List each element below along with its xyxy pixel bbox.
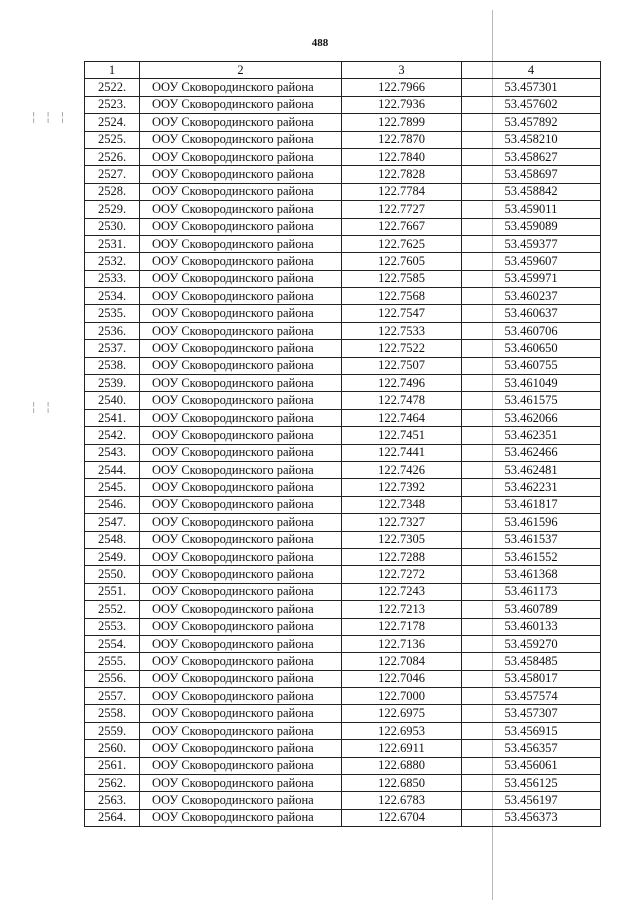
table-row [85,775,601,792]
row-number-cell: 2551. [85,583,140,600]
longitude-cell: 122.7451 [342,427,462,444]
organization-cell: ООУ Сковородинского района [140,444,342,461]
longitude-cell: 122.7533 [342,322,462,339]
row-number-cell: 2548. [85,531,140,548]
table-row [85,114,601,131]
row-number-cell: 2558. [85,705,140,722]
organization-cell: ООУ Сковородинского района [140,531,342,548]
latitude-cell: 53.461575 [462,392,601,409]
latitude-cell: 53.456125 [462,775,601,792]
row-number-cell: 2528. [85,183,140,200]
column-header-4: 4 [462,62,601,79]
latitude-cell: 53.461596 [462,514,601,531]
table-row [85,322,601,339]
row-number-cell: 2529. [85,201,140,218]
longitude-cell: 122.7327 [342,514,462,531]
row-number-cell: 2538. [85,357,140,374]
row-number-cell: 2557. [85,688,140,705]
table-row [85,496,601,513]
organization-cell: ООУ Сковородинского района [140,809,342,826]
organization-cell: ООУ Сковородинского района [140,96,342,113]
organization-cell: ООУ Сковородинского района [140,322,342,339]
organization-cell: ООУ Сковородинского района [140,270,342,287]
latitude-cell: 53.462481 [462,461,601,478]
row-number-cell: 2535. [85,305,140,322]
row-number-cell: 2522. [85,79,140,96]
latitude-cell: 53.458017 [462,670,601,687]
longitude-cell: 122.6704 [342,809,462,826]
organization-cell: ООУ Сковородинского района [140,635,342,652]
table-row [85,479,601,496]
longitude-cell: 122.7288 [342,548,462,565]
longitude-cell: 122.7084 [342,653,462,670]
longitude-cell: 122.7966 [342,79,462,96]
row-number-cell: 2526. [85,148,140,165]
latitude-cell: 53.457301 [462,79,601,96]
row-number-cell: 2531. [85,235,140,252]
organization-cell: ООУ Сковородинского района [140,253,342,270]
longitude-cell: 122.7272 [342,566,462,583]
table-row [85,218,601,235]
row-number-cell: 2539. [85,375,140,392]
row-number-cell: 2561. [85,757,140,774]
table-row [85,809,601,826]
row-number-cell: 2555. [85,653,140,670]
organization-cell: ООУ Сковородинского района [140,131,342,148]
longitude-cell: 122.6911 [342,740,462,757]
table-row [85,566,601,583]
latitude-cell: 53.461173 [462,583,601,600]
table-row [85,514,601,531]
longitude-cell: 122.7392 [342,479,462,496]
organization-cell: ООУ Сковородинского района [140,670,342,687]
latitude-cell: 53.462351 [462,427,601,444]
table-body [85,79,601,827]
scan-artifact-marks: ¦ ¦ ¦ [30,110,67,124]
table-row [85,427,601,444]
organization-cell: ООУ Сковородинского района [140,548,342,565]
table-row [85,253,601,270]
page-number: 488 [311,37,329,49]
latitude-cell: 53.456197 [462,792,601,809]
table-row [85,670,601,687]
latitude-cell: 53.461049 [462,375,601,392]
organization-cell: ООУ Сковородинского района [140,201,342,218]
longitude-cell: 122.6953 [342,722,462,739]
longitude-cell: 122.7899 [342,114,462,131]
latitude-cell: 53.462231 [462,479,601,496]
latitude-cell: 53.458627 [462,148,601,165]
organization-cell: ООУ Сковородинского района [140,740,342,757]
longitude-cell: 122.7547 [342,305,462,322]
latitude-cell: 53.459607 [462,253,601,270]
latitude-cell: 53.459971 [462,270,601,287]
organization-cell: ООУ Сковородинского района [140,601,342,618]
table-header-row [85,62,601,79]
table-row [85,270,601,287]
row-number-cell: 2554. [85,635,140,652]
longitude-cell: 122.7522 [342,340,462,357]
row-number-cell: 2533. [85,270,140,287]
table-row [85,444,601,461]
row-number-cell: 2547. [85,514,140,531]
row-number-cell: 2546. [85,496,140,513]
latitude-cell: 53.459011 [462,201,601,218]
coordinates-table [84,61,601,827]
table-row [85,166,601,183]
table-row [85,653,601,670]
organization-cell: ООУ Сковородинского района [140,79,342,96]
row-number-cell: 2527. [85,166,140,183]
longitude-cell: 122.7046 [342,670,462,687]
latitude-cell: 53.460650 [462,340,601,357]
longitude-cell: 122.7605 [342,253,462,270]
longitude-cell: 122.6880 [342,757,462,774]
latitude-cell: 53.457307 [462,705,601,722]
organization-cell: ООУ Сковородинского района [140,461,342,478]
organization-cell: ООУ Сковородинского района [140,705,342,722]
latitude-cell: 53.458697 [462,166,601,183]
longitude-cell: 122.7000 [342,688,462,705]
longitude-cell: 122.7426 [342,461,462,478]
column-header-3: 3 [342,62,462,79]
latitude-cell: 53.461368 [462,566,601,583]
table-row [85,288,601,305]
longitude-cell: 122.7936 [342,96,462,113]
table-row [85,792,601,809]
organization-cell: ООУ Сковородинского района [140,792,342,809]
latitude-cell: 53.460755 [462,357,601,374]
latitude-cell: 53.457892 [462,114,601,131]
table-row [85,392,601,409]
latitude-cell: 53.456373 [462,809,601,826]
table-row [85,583,601,600]
table-row [85,409,601,426]
organization-cell: ООУ Сковородинского района [140,618,342,635]
latitude-cell: 53.459270 [462,635,601,652]
row-number-cell: 2523. [85,96,140,113]
longitude-cell: 122.7213 [342,601,462,618]
organization-cell: ООУ Сковородинского района [140,166,342,183]
latitude-cell: 53.461552 [462,548,601,565]
table-row [85,201,601,218]
latitude-cell: 53.457574 [462,688,601,705]
organization-cell: ООУ Сковородинского района [140,653,342,670]
row-number-cell: 2540. [85,392,140,409]
table-row [85,96,601,113]
table-row [85,688,601,705]
longitude-cell: 122.7441 [342,444,462,461]
table-row [85,722,601,739]
latitude-cell: 53.460133 [462,618,601,635]
longitude-cell: 122.7478 [342,392,462,409]
row-number-cell: 2564. [85,809,140,826]
column-header-2: 2 [140,62,342,79]
longitude-cell: 122.7305 [342,531,462,548]
organization-cell: ООУ Сковородинского района [140,757,342,774]
latitude-cell: 53.458485 [462,653,601,670]
latitude-cell: 53.458210 [462,131,601,148]
latitude-cell: 53.460637 [462,305,601,322]
table-row [85,340,601,357]
organization-cell: ООУ Сковородинского района [140,427,342,444]
table-row [85,601,601,618]
latitude-cell: 53.459089 [462,218,601,235]
table-row [85,635,601,652]
table-row [85,375,601,392]
table-row [85,305,601,322]
latitude-cell: 53.456061 [462,757,601,774]
row-number-cell: 2559. [85,722,140,739]
row-number-cell: 2524. [85,114,140,131]
table-row [85,148,601,165]
latitude-cell: 53.461817 [462,496,601,513]
longitude-cell: 122.7840 [342,148,462,165]
longitude-cell: 122.6783 [342,792,462,809]
latitude-cell: 53.459377 [462,235,601,252]
longitude-cell: 122.7667 [342,218,462,235]
longitude-cell: 122.7178 [342,618,462,635]
organization-cell: ООУ Сковородинского района [140,288,342,305]
row-number-cell: 2556. [85,670,140,687]
organization-cell: ООУ Сковородинского района [140,235,342,252]
organization-cell: ООУ Сковородинского района [140,496,342,513]
organization-cell: ООУ Сковородинского района [140,479,342,496]
organization-cell: ООУ Сковородинского района [140,183,342,200]
organization-cell: ООУ Сковородинского района [140,375,342,392]
organization-cell: ООУ Сковородинского района [140,392,342,409]
longitude-cell: 122.6850 [342,775,462,792]
organization-cell: ООУ Сковородинского района [140,340,342,357]
organization-cell: ООУ Сковородинского района [140,688,342,705]
scan-artifact-marks: ¦ ¦ [30,400,52,414]
organization-cell: ООУ Сковородинского района [140,148,342,165]
organization-cell: ООУ Сковородинского района [140,722,342,739]
organization-cell: ООУ Сковородинского района [140,409,342,426]
longitude-cell: 122.7507 [342,357,462,374]
table-row [85,461,601,478]
latitude-cell: 53.458842 [462,183,601,200]
table-row [85,757,601,774]
latitude-cell: 53.456915 [462,722,601,739]
row-number-cell: 2532. [85,253,140,270]
longitude-cell: 122.7727 [342,201,462,218]
longitude-cell: 122.7464 [342,409,462,426]
longitude-cell: 122.7870 [342,131,462,148]
longitude-cell: 122.7585 [342,270,462,287]
table-row [85,79,601,96]
row-number-cell: 2550. [85,566,140,583]
organization-cell: ООУ Сковородинского района [140,775,342,792]
table-row [85,131,601,148]
latitude-cell: 53.456357 [462,740,601,757]
organization-cell: ООУ Сковородинского района [140,583,342,600]
row-number-cell: 2562. [85,775,140,792]
row-number-cell: 2549. [85,548,140,565]
latitude-cell: 53.462466 [462,444,601,461]
row-number-cell: 2560. [85,740,140,757]
latitude-cell: 53.460789 [462,601,601,618]
latitude-cell: 53.462066 [462,409,601,426]
row-number-cell: 2545. [85,479,140,496]
organization-cell: ООУ Сковородинского района [140,566,342,583]
latitude-cell: 53.460706 [462,322,601,339]
table-row [85,618,601,635]
latitude-cell: 53.457602 [462,96,601,113]
row-number-cell: 2530. [85,218,140,235]
row-number-cell: 2536. [85,322,140,339]
longitude-cell: 122.6975 [342,705,462,722]
table-row [85,183,601,200]
organization-cell: ООУ Сковородинского района [140,357,342,374]
organization-cell: ООУ Сковородинского района [140,218,342,235]
table-row [85,548,601,565]
longitude-cell: 122.7136 [342,635,462,652]
row-number-cell: 2553. [85,618,140,635]
row-number-cell: 2534. [85,288,140,305]
table-row [85,531,601,548]
row-number-cell: 2543. [85,444,140,461]
latitude-cell: 53.461537 [462,531,601,548]
longitude-cell: 122.7784 [342,183,462,200]
longitude-cell: 122.7496 [342,375,462,392]
organization-cell: ООУ Сковородинского района [140,514,342,531]
row-number-cell: 2563. [85,792,140,809]
longitude-cell: 122.7828 [342,166,462,183]
longitude-cell: 122.7243 [342,583,462,600]
table-row [85,235,601,252]
row-number-cell: 2537. [85,340,140,357]
row-number-cell: 2525. [85,131,140,148]
row-number-cell: 2552. [85,601,140,618]
latitude-cell: 53.460237 [462,288,601,305]
longitude-cell: 122.7348 [342,496,462,513]
table-row [85,705,601,722]
column-header-1: 1 [85,62,140,79]
organization-cell: ООУ Сковородинского района [140,114,342,131]
row-number-cell: 2541. [85,409,140,426]
row-number-cell: 2544. [85,461,140,478]
longitude-cell: 122.7568 [342,288,462,305]
table-row [85,357,601,374]
row-number-cell: 2542. [85,427,140,444]
organization-cell: ООУ Сковородинского района [140,305,342,322]
longitude-cell: 122.7625 [342,235,462,252]
table-row [85,740,601,757]
